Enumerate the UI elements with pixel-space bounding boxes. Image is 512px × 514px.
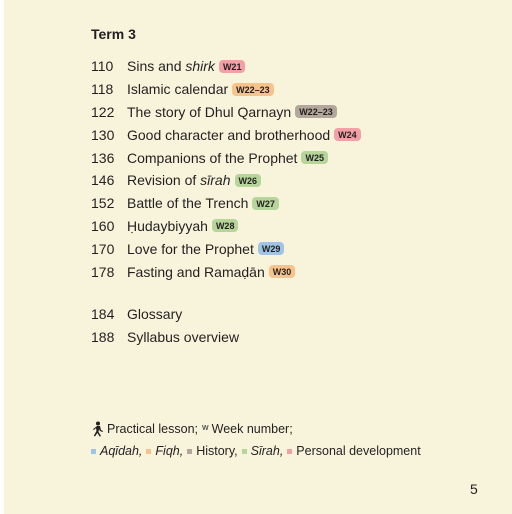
- entry-page-number: 118: [91, 81, 114, 98]
- entry-title: [127, 264, 265, 280]
- back-matter-entries: [91, 303, 491, 349]
- page-number: 5: [470, 481, 478, 497]
- toc-entry: [91, 146, 491, 169]
- entry-title-text: Companions of the Prophet: [127, 149, 298, 166]
- entry-title-text: Islamic calendar: [127, 81, 229, 98]
- entry-page-number: 152: [91, 195, 115, 212]
- table-of-contents: [91, 55, 491, 349]
- week-badge: W29: [258, 242, 285, 255]
- legend-categories: [91, 440, 425, 462]
- entry-title: [127, 58, 215, 74]
- entry-page-number: 170: [91, 240, 115, 257]
- book-page: [4, 0, 512, 514]
- entry-title-text: Sins and: [127, 58, 186, 75]
- entry-title-text: Ḥudaybiyyah: [127, 217, 208, 234]
- entry-page-number: 146: [91, 172, 115, 189]
- category-color-swatch: [187, 449, 192, 454]
- legend-line-1: [91, 418, 425, 440]
- toc-entry: [91, 192, 491, 215]
- category-label: History,: [196, 444, 238, 458]
- entry-title: [127, 81, 228, 97]
- practical-lesson-icon: [91, 421, 105, 437]
- toc-entry: [91, 123, 491, 146]
- week-badge: W26: [235, 174, 262, 187]
- entry-title-text: Love for the Prophet: [127, 240, 254, 257]
- term-entries: [91, 55, 491, 283]
- week-badge: W28: [212, 219, 239, 232]
- entry-title: [127, 104, 291, 120]
- legend: [91, 418, 425, 462]
- week-badge: W27: [252, 197, 279, 210]
- entry-title: [127, 172, 231, 188]
- week-badge: W22–23: [232, 83, 274, 96]
- entry-title: Glossary: [127, 306, 183, 323]
- toc-entry: [91, 303, 491, 326]
- category-color-swatch: [91, 449, 96, 454]
- toc-entry: [91, 169, 491, 192]
- entry-title-text: Good character and brotherhood: [127, 126, 331, 143]
- week-badge: W21: [219, 60, 246, 73]
- week-badge: W25: [301, 151, 328, 164]
- entry-page-number: 160: [91, 217, 115, 234]
- category-color-swatch: [242, 449, 247, 454]
- entry-title-italic: shirk: [185, 58, 215, 75]
- entry-title: [127, 150, 297, 166]
- week-badge: W30: [269, 265, 296, 278]
- term-heading: Term 3: [91, 26, 136, 42]
- entry-page-number: 184: [91, 306, 115, 323]
- toc-entry: [91, 260, 491, 283]
- section-gap: [91, 283, 491, 303]
- toc-entry: [91, 55, 491, 78]
- entry-page-number: 110: [91, 58, 114, 75]
- week-badge: W22–23: [295, 105, 337, 118]
- entry-page-number: 136: [91, 149, 115, 166]
- category-color-swatch: [146, 449, 151, 454]
- entry-page-number: 122: [91, 103, 115, 120]
- practical-lesson-label: Practical lesson;: [107, 422, 199, 436]
- entry-page-number: 130: [91, 126, 115, 143]
- entry-page-number: 178: [91, 263, 115, 280]
- entry-title-italic: sīrah: [200, 172, 231, 189]
- entry-title-text: The story of Dhul Qarnayn: [127, 103, 292, 120]
- category-label: Personal development: [296, 444, 421, 458]
- category-label: Aqīdah,: [100, 444, 143, 458]
- entry-title: [127, 127, 330, 143]
- entry-title: [127, 218, 208, 234]
- category-color-swatch: [287, 449, 292, 454]
- week-badge: W24: [334, 128, 361, 141]
- category-label: Fiqh,: [155, 444, 184, 458]
- entry-title-text: Battle of the Trench: [127, 195, 249, 212]
- toc-entry: [91, 78, 491, 101]
- toc-entry: [91, 101, 491, 124]
- entry-title: [127, 241, 254, 257]
- toc-entry: [91, 237, 491, 260]
- entry-title-text: Revision of: [127, 172, 201, 189]
- entry-title-text: Fasting and Ramaḍān: [127, 263, 265, 280]
- toc-entry: [91, 326, 491, 349]
- week-number-label: Week number;: [211, 422, 293, 436]
- category-label: Sīrah,: [250, 444, 284, 458]
- entry-page-number: 188: [91, 329, 115, 346]
- entry-title: [127, 195, 248, 211]
- entry-title: Syllabus overview: [127, 329, 240, 346]
- toc-entry: [91, 215, 491, 238]
- week-marker-icon: W: [202, 425, 209, 432]
